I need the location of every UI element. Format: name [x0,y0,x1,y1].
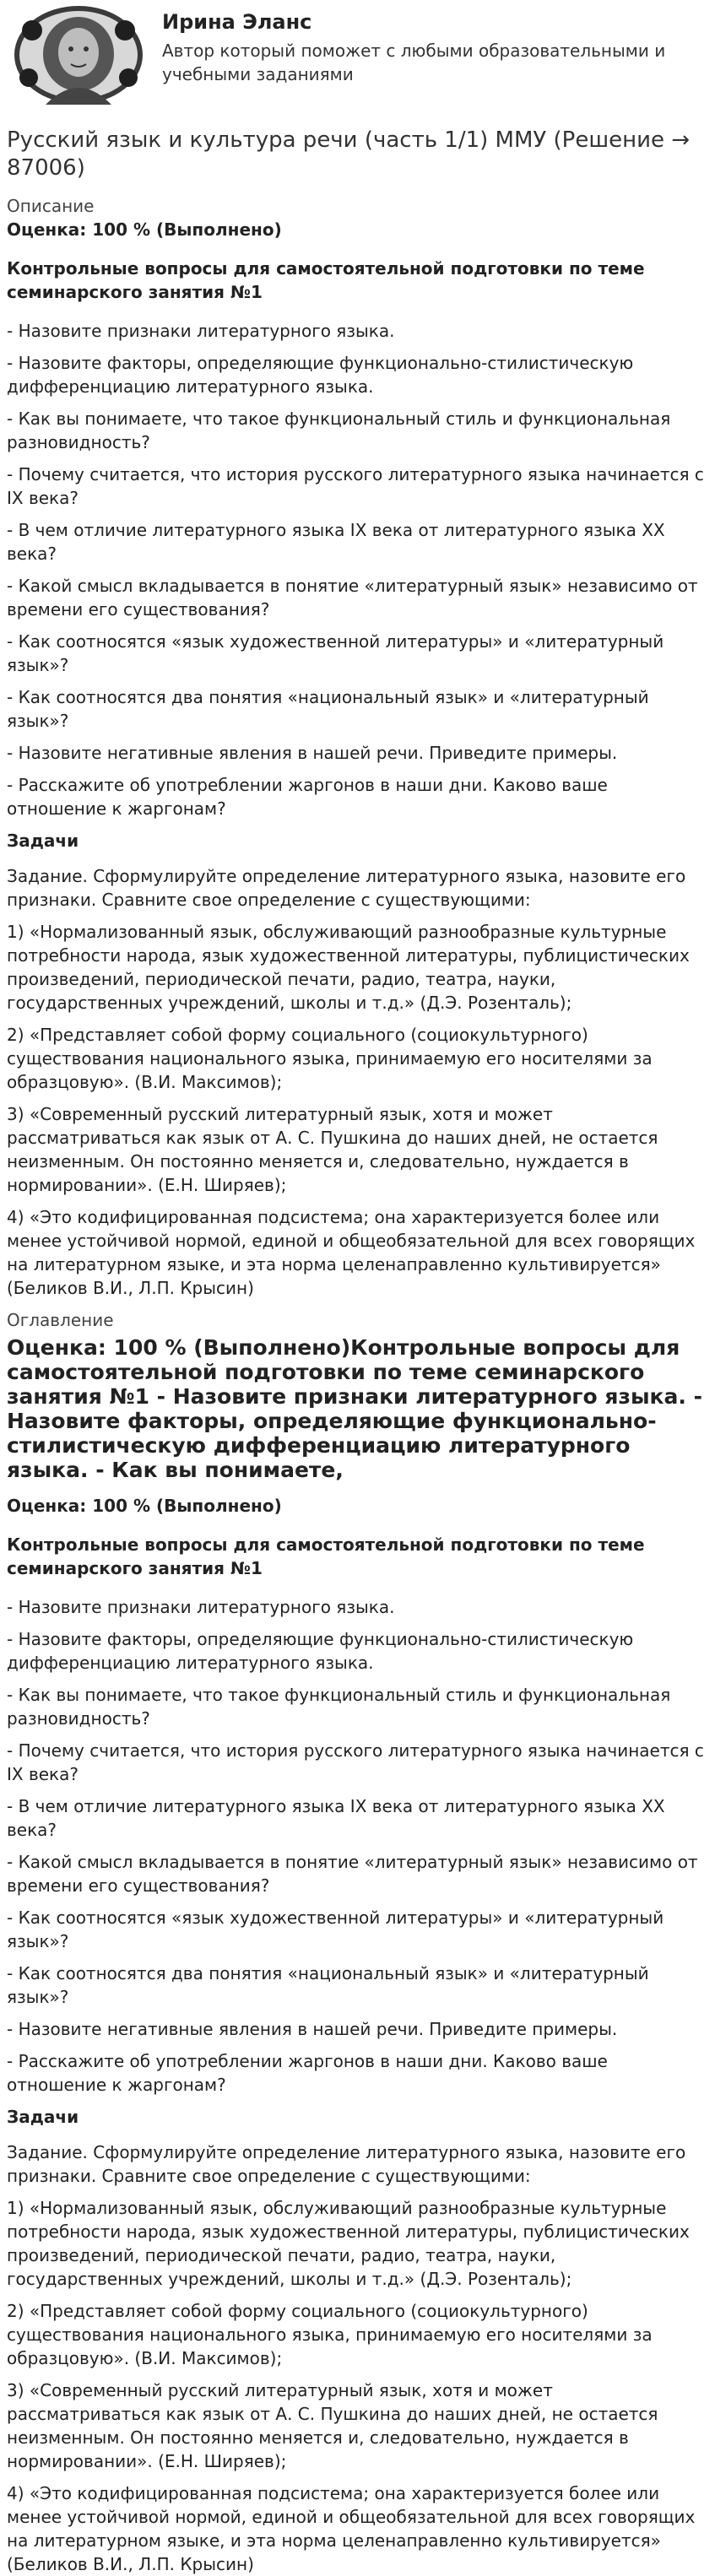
author-avatar[interactable] [14,5,144,105]
question-item: - Расскажите об употреблении жаргонов в наши дни. Каково ваше отношение к жаргонам? [7,775,608,819]
task-paragraph: 2) «Представляет собой форму социального (социокультурного) существования национального языка, принимаемую его носителями за образцовую». (В.И. Максимов); [7,1025,653,1092]
grade-status: Оценка: 100 % (Выполнено) [7,219,282,240]
task-paragraph: 3) «Современный русский литературный язык, хотя и может рассматриваться как язык от А. С. Пушкина до наших дней, не остается неизменным. Он постоянно меняется и, следовательно, нуждается в нормировании». (Е.Н. Ширяев); [7,2380,658,2471]
task-paragraph: Задание. Сформулируйте определение литературного языка, назовите его признаки. Сравните свое определение с существующими: [7,2142,686,2186]
task-paragraph: 1) «Нормализованный язык, обслуживающий разнообразные культурные потребности народа, язык художественной литературы, публицистических произведений, периодической печати, радио, театра, науки, государственных учреждений, школы и т.д.» (Д.Э. Розенталь); [7,2198,690,2289]
page-title: Русский язык и культура речи (часть 1/1) ММУ (Решение → 87006) [7,127,691,181]
question-item: - Расскажите об употреблении жаргонов в наши дни. Каково ваше отношение к жаргонам? [7,2051,608,2095]
question-item: - Как соотносятся «язык художественной литературы» и «литературный язык»? [7,631,664,675]
question-item: - Назовите признаки литературного языка. [7,1597,395,1617]
toc-summary: Оценка: 100 % (Выполнено)Контрольные вопросы для самостоятельной подготовки по теме семинарского занятия №1 - Назовите признаки литературного языка. - Назовите факторы, определяющие функционально-стилистическую дифференциацию литературного языка. - Как вы понимаете, [7,1335,702,1482]
questions-list-repeat [7,1595,708,2097]
tasks-title-repeat: Задачи [7,2107,79,2127]
question-item: - Какой смысл вкладывается в понятие «литературный язык» независимо от времени его существования? [7,1852,698,1896]
question-item: - Назовите факторы, определяющие функционально-стилистическую дифференциацию литературного языка. [7,353,634,397]
question-item: - В чем отличие литературного языка IX века от литературного языка XX века? [7,520,665,564]
author-block [7,0,708,118]
tasks-list [7,864,708,1300]
task-paragraph: Задание. Сформулируйте определение литературного языка, назовите его признаки. Сравните свое определение с существующими: [7,866,686,910]
question-item: - Назовите факторы, определяющие функционально-стилистическую дифференциацию литературного языка. [7,1629,634,1673]
tasks-list-repeat [7,2140,708,2576]
question-item: - Назовите признаки литературного языка. [7,321,395,341]
grade-status-repeat: Оценка: 100 % (Выполнено) [7,1496,282,1516]
task-paragraph: 1) «Нормализованный язык, обслуживающий разнообразные культурные потребности народа, язык художественной литературы, публицистических произведений, периодической печати, радио, театра, науки, государственных учреждений, школы и т.д.» (Д.Э. Розенталь); [7,922,690,1013]
question-item: - Как соотносятся два понятия «национальный язык» и «литературный язык»? [7,1963,649,2007]
question-item: - Почему считается, что история русского литературного языка начинается с IX века? [7,1740,704,1784]
task-paragraph: 4) «Это кодифицированная подсистема; она характеризуется более или менее устойчивой нормой, единой и общеобязательной для всех говорящих на литературном языке, и эта норма целенаправленно культивируется» (Беликов В.И., Л.П. Крысин) [7,2483,696,2574]
question-item: - Как вы понимаете, что такое функциональный стиль и функциональная разновидность? [7,1685,671,1729]
question-item: - Назовите негативные явления в нашей речи. Приведите примеры. [7,2019,618,2039]
question-item: - Какой смысл вкладывается в понятие «литературный язык» независимо от времени его существования? [7,576,698,620]
tasks-title: Задачи [7,831,79,851]
toc-label: Оглавление [7,1310,114,1330]
question-item: - В чем отличие литературного языка IX века от литературного языка XX века? [7,1796,665,1840]
description-label: Описание [7,196,95,216]
question-item: - Почему считается, что история русского литературного языка начинается с IX века? [7,464,704,508]
section-title-repeat: Контрольные вопросы для самостоятельной подготовки по теме семинарского занятия №1 [7,1534,645,1578]
questions-list [7,319,708,820]
question-item: - Как вы понимаете, что такое функциональный стиль и функциональная разновидность? [7,409,671,452]
section-title: Контрольные вопросы для самостоятельной подготовки по теме семинарского занятия №1 [7,258,645,302]
author-description: Автор который поможет с любыми образовательными и учебными заданиями [162,41,666,84]
question-item: - Назовите негативные явления в нашей речи. Приведите примеры. [7,743,618,763]
task-paragraph: 2) «Представляет собой форму социального (социокультурного) существования национального языка, принимаемую его носителями за образцовую». (В.И. Максимов); [7,2301,653,2368]
task-paragraph: 3) «Современный русский литературный язык, хотя и может рассматриваться как язык от А. С. Пушкина до наших дней, не остается неизменным. Он постоянно меняется и, следовательно, нуждается в нормировании». (Е.Н. Ширяев); [7,1104,658,1195]
question-item: - Как соотносятся «язык художественной литературы» и «литературный язык»? [7,1908,664,1951]
task-paragraph: 4) «Это кодифицированная подсистема; она характеризуется более или менее устойчивой нормой, единой и общеобязательной для всех говорящих на литературном языке, и эта норма целенаправленно культивируется» (Беликов В.И., Л.П. Крысин) [7,1207,696,1298]
author-name[interactable]: Ирина Эланс [162,10,312,34]
question-item: - Как соотносятся два понятия «национальный язык» и «литературный язык»? [7,687,649,731]
